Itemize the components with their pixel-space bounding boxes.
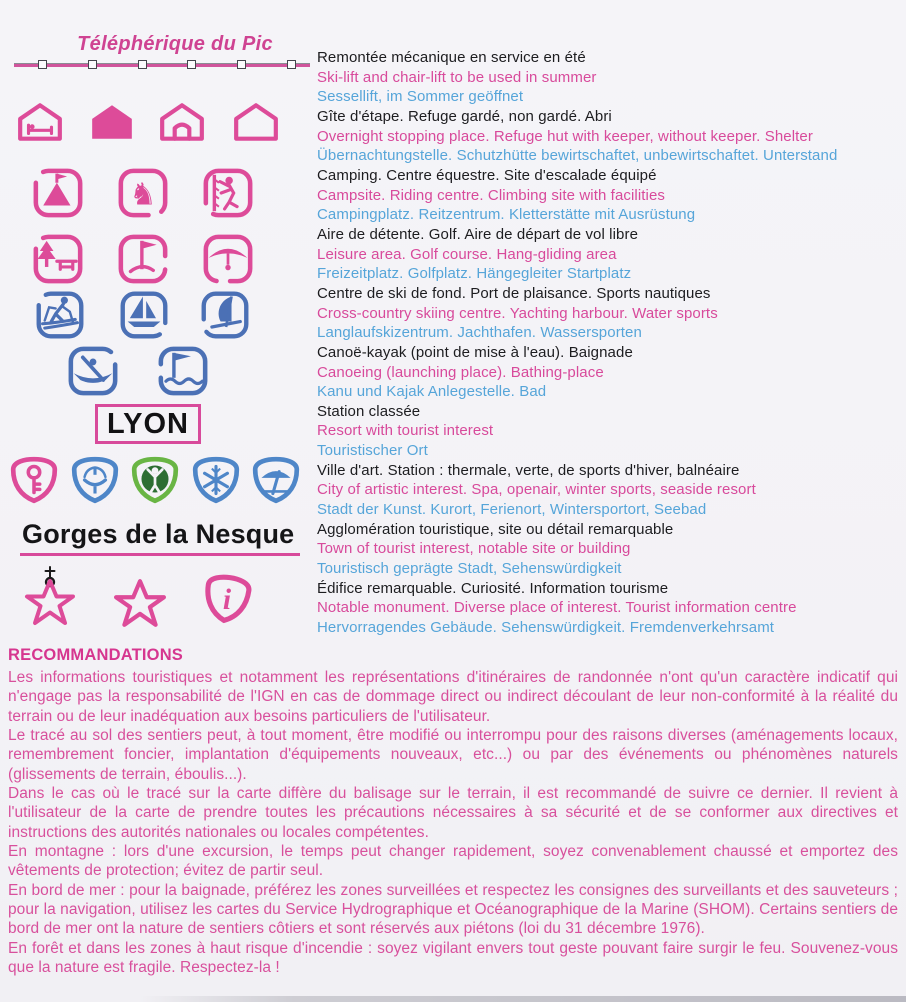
water-sports-icon	[201, 291, 249, 339]
leisure-area-icon	[33, 234, 83, 284]
legend-line-fr: Station classée	[317, 402, 421, 420]
station-badges-row	[8, 456, 302, 504]
legend-line-de: Übernachtungstelle. Schutzhütte bewirtschaftet, unbewirtschaftet. Unterstand	[317, 147, 838, 165]
spa-resort-badge-icon	[69, 456, 121, 504]
legend-line-de: Freizeitplatz. Golfplatz. Hängegleiter Startplatz	[317, 265, 632, 283]
scan-edge-shadow	[140, 996, 906, 1002]
legend-line-fr: Ville d'art. Station : thermale, verte, de sports d'hiver, balnéaire	[317, 461, 740, 479]
legend-line-de: Hervorragendes Gebäude. Sehenswürdigkeit. Fremdenverkehrsamt	[317, 619, 775, 637]
recommendation-paragraph: Le tracé au sol des sentiers peut, à tout moment, être modifié ou interrompu pour des raisons diverses (aménagements locaux, remembrement foncier, implantation d'équipements nouveaux, etc...) ou par des événements ou phénomènes naturels (glissements de terrain, éboulis...).	[8, 727, 898, 783]
legend-line-fr: Édifice remarquable. Curiosité. Information tourisme	[317, 579, 669, 597]
legend-line-fr: Canoë-kayak (point de mise à l'eau). Baignade	[317, 343, 633, 361]
legend-line-de: Stadt der Kunst. Kurort, Ferienort, Wintersportort, Seebad	[317, 501, 707, 519]
golf-icon	[118, 234, 168, 284]
classified-resort-example	[95, 404, 201, 444]
legend-line-en: Ski-lift and chair-lift to be used in summer	[317, 68, 597, 86]
horse-glyph: ♞	[129, 177, 157, 213]
pylon-square-icon	[237, 60, 246, 69]
pylon-square-icon	[287, 60, 296, 69]
legend-line-en: Town of tourist interest, notable site or building	[317, 540, 631, 558]
bathing-place-icon	[158, 346, 208, 396]
ville-art-key-badge-icon	[8, 456, 60, 504]
cross-country-ski-icon	[36, 291, 84, 339]
cableway-pylons	[38, 60, 296, 69]
curiosity-star-icon	[112, 578, 168, 630]
recommendation-paragraph: En bord de mer : pour la baignade, préférez les zones surveillées et respectez les consignes des surveillants et des sauveteurs ; pour la navigation, utilisez les cartes du Service Hydrographique et Océanographique de la Marine (SHOM). Certains sentiers de bord de mer ont la nature de sentiers côtiers et sont réservés aux piétons (loi du 31 décembre 1976).	[8, 881, 898, 938]
legend-line-fr: Remontée mécanique en service en été	[317, 49, 586, 66]
camping-icon	[33, 168, 83, 218]
legend-line-de: Touristisch geprägte Stadt, Sehenswürdigkeit	[317, 560, 622, 578]
legend-line-en: Cross-country skiing centre. Yachting harbour. Water sports	[317, 304, 718, 322]
legend-line-fr: Agglomération touristique, site ou détail remarquable	[317, 520, 674, 538]
legend-line-fr: Gîte d'étape. Refuge gardé, non gardé. Abri	[317, 107, 612, 125]
yacht-harbour-icon	[120, 291, 168, 339]
refuge-non-garde-icon	[158, 102, 206, 142]
legend-line-de: Touristischer Ort	[317, 442, 428, 460]
seaside-resort-badge-icon	[250, 456, 302, 504]
recommendation-paragraph: En forêt et dans les zones à haut risque d'incendie : soyez vigilant envers tout geste pouvant faire surgir le feu. Souvenez-vous que la nature est fragile. Respectez-la !	[8, 939, 898, 977]
lyon-label: LYON	[107, 407, 189, 440]
legend-line-de: Campingplatz. Reitzentrum. Kletterstätte mit Ausrüstung	[317, 206, 696, 224]
recommendation-paragraph: Dans le cas où le tracé sur la carte diffère du balisage sur le terrain, il est recommandé de suivre ce dernier. Il revient à l'utilisateur de la carte de prendre toutes les précautions nécessaires à sa sécurité et de se conformer aux directives et instructions des autorités nationales ou locales compétentes.	[8, 785, 898, 841]
recommendation-paragraph: Les informations touristiques et notamment les représentations d'itinéraires de randonnée n'ont qu'un caractère indicatif qui n'engage pas la responsabilité de l'IGN en cas de dommage direct ou indirect découlant de leur non-conformité à la réalité du terrain ou de leur inadéquation aux besoins particuliers de l'utilisateur.	[8, 669, 898, 725]
monument-symbols-row	[0, 566, 300, 628]
legend-line-en: Campsite. Riding centre. Climbing site with facilities	[317, 186, 666, 204]
recommendations-title: RECOMMANDATIONS	[8, 646, 184, 664]
recommendation-paragraph: En montagne : lors d'une excursion, le temps peut changer rapidement, soyez convenablement chaussé et emportez des vêtements de protection; évitez de partir seul.	[8, 843, 898, 880]
legend-line-en: Leisure area. Golf course. Hang-gliding area	[317, 245, 617, 263]
legend-line-fr: Camping. Centre équestre. Site d'escalade équipé	[317, 166, 657, 184]
pylon-square-icon	[138, 60, 147, 69]
legend-line-fr: Centre de ski de fond. Port de plaisance. Sports nautiques	[317, 284, 711, 302]
riding-centre-icon	[118, 168, 168, 218]
climbing-site-icon	[203, 168, 253, 218]
legend-line-en: Resort with tourist interest	[317, 422, 494, 440]
legend-line-fr: Aire de détente. Golf. Aire de départ de vol libre	[317, 225, 639, 243]
pylon-square-icon	[187, 60, 196, 69]
hang-gliding-icon	[203, 234, 253, 284]
refuge-garde-icon	[88, 102, 136, 142]
legend-line-de: Kanu und Kajak Anlegestelle. Bad	[317, 383, 547, 401]
legend-line-en: Canoeing (launching place). Bathing-place	[317, 363, 604, 381]
pylon-square-icon	[38, 60, 47, 69]
legend-line-de: Langlaufskizentrum. Jachthafen. Wassersporten	[317, 324, 642, 342]
cableway-example-label: Téléphérique du Pic	[77, 33, 273, 55]
legend-line-en: City of artistic interest. Spa, openair, winter sports, seaside resort	[317, 481, 756, 499]
tourist-information-icon	[200, 574, 254, 624]
notable-monument-star-icon	[22, 566, 78, 628]
cableway-line-symbol	[14, 60, 310, 72]
gite-etape-icon	[16, 102, 64, 142]
abri-icon	[232, 102, 280, 142]
pylon-square-icon	[88, 60, 97, 69]
notable-site-example-label: Gorges de la Nesque	[20, 519, 300, 556]
info-glyph: i	[222, 584, 232, 617]
legend-text-column	[317, 48, 903, 638]
recommendations-section	[8, 646, 898, 978]
green-resort-badge-icon	[129, 456, 181, 504]
legend-line-en: Notable monument. Diverse place of interest. Tourist information centre	[317, 599, 797, 617]
winter-sports-badge-icon	[190, 456, 242, 504]
legend-line-de: Sessellift, im Sommer geöffnet	[317, 88, 524, 106]
canoe-kayak-icon	[68, 346, 118, 396]
legend-line-en: Overnight stopping place. Refuge hut with keeper, without keeper. Shelter	[317, 127, 813, 145]
